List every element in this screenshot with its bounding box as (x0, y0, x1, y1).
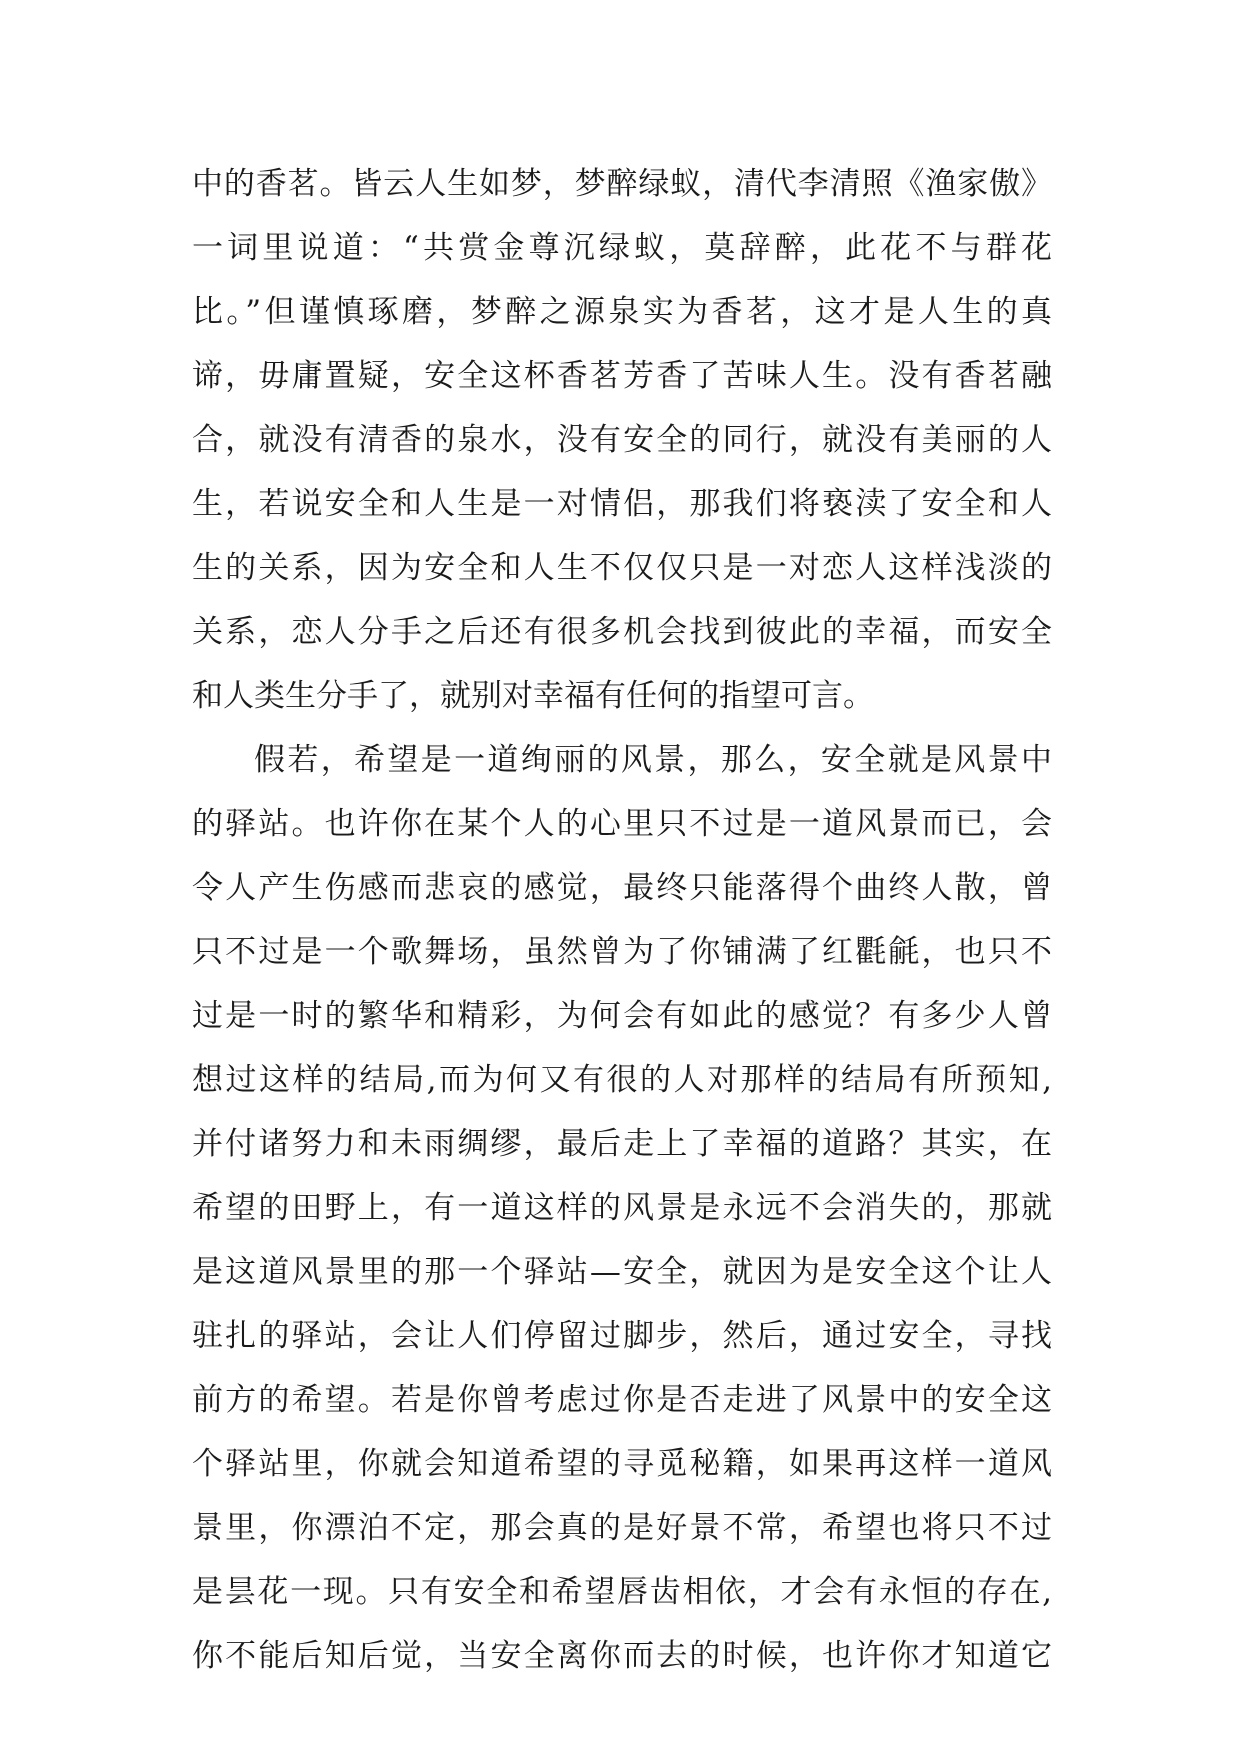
paragraph-end-line: 和人类生分手了，就别对幸福有任何的指望可言。 (192, 678, 874, 714)
body-text (192, 152, 1052, 1688)
text-line: 想过这样的结局,而为何又有很的人对那样的结局有所预知, (192, 1062, 1052, 1098)
text-line: 过是一时的繁华和精彩，为何会有如此的感觉？有多少人曾 (192, 998, 1052, 1034)
text-line: 谛，毋庸置疑，安全这杯香茗芳香了苦味人生。没有香茗融 (192, 358, 1052, 394)
text-line: 是昙花一现。只有安全和希望唇齿相依，才会有永恒的存在, (192, 1574, 1052, 1610)
text-line: 生的关系，因为安全和人生不仅仅只是一对恋人这样浅淡的 (192, 550, 1052, 586)
text-line: 你不能后知后觉，当安全离你而去的时候，也许你才知道它 (192, 1638, 1052, 1674)
text-line: 关系，恋人分手之后还有很多机会找到彼此的幸福，而安全 (192, 614, 1052, 650)
text-line: 一词里说道：“共赏金尊沉绿蚁，莫辞醉，此花不与群花 (192, 230, 1052, 266)
text-line: 前方的希望。若是你曾考虑过你是否走进了风景中的安全这 (192, 1382, 1052, 1418)
text-line: 比。”但谨慎琢磨，梦醉之源泉实为香茗，这才是人生的真 (192, 294, 1052, 330)
text-line: 驻扎的驿站，会让人们停留过脚步，然后，通过安全，寻找 (192, 1318, 1052, 1354)
text-line: 景里，你漂泊不定，那会真的是好景不常，希望也将只不过 (192, 1510, 1052, 1546)
text-line: 合，就没有清香的泉水，没有安全的同行，就没有美丽的人 (192, 422, 1052, 458)
text-line: 中的香茗。皆云人生如梦，梦醉绿蚁，清代李清照《渔家傲》 (192, 166, 1052, 202)
text-line: 令人产生伤感而悲哀的感觉，最终只能落得个曲终人散，曾 (192, 870, 1052, 906)
text-line: 是这道风景里的那一个驿站—安全，就因为是安全这个让人 (192, 1254, 1052, 1290)
paragraph-start-line: 假若，希望是一道绚丽的风景，那么，安全就是风景中 (254, 742, 1052, 778)
text-line: 只不过是一个歌舞场，虽然曾为了你铺满了红氍毹，也只不 (192, 934, 1052, 970)
text-line: 的驿站。也许你在某个人的心里只不过是一道风景而已，会 (192, 806, 1052, 842)
text-line: 生，若说安全和人生是一对情侣，那我们将亵渎了安全和人 (192, 486, 1052, 522)
text-line: 希望的田野上，有一道这样的风景是永远不会消失的，那就 (192, 1190, 1052, 1226)
text-line: 个驿站里，你就会知道希望的寻觅秘籍，如果再这样一道风 (192, 1446, 1052, 1482)
text-line: 并付诸努力和未雨绸缪，最后走上了幸福的道路？其实，在 (192, 1126, 1052, 1162)
